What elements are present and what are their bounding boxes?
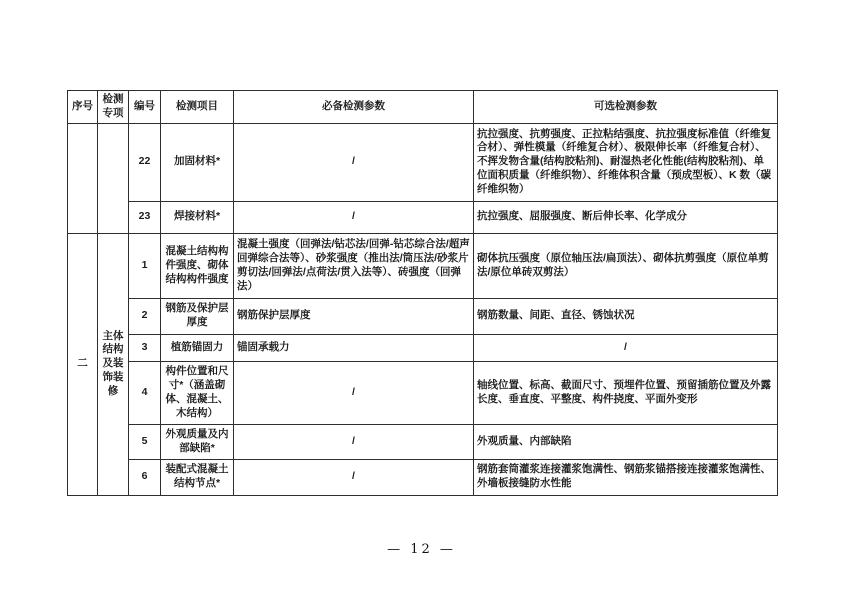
header-serial: 序号: [68, 91, 98, 124]
header-required-params: 必备检测参数: [234, 91, 474, 124]
inspection-parameters-table: [67, 90, 778, 496]
header-no: 编号: [129, 91, 161, 124]
header-item: 检测项目: [161, 91, 234, 124]
cell-serial: [68, 123, 98, 233]
cell-no: 4: [129, 361, 161, 424]
cell-required-params: /: [234, 459, 474, 495]
cell-no: 6: [129, 459, 161, 495]
cell-item: 构件位置和尺寸*（涵盖砌体、混凝土、木结构）: [161, 361, 234, 424]
cell-item: 植筋锚固力: [161, 334, 234, 361]
cell-item: 钢筋及保护层厚度: [161, 298, 234, 334]
cell-item: 加固材料*: [161, 123, 234, 201]
cell-item: 装配式混凝土结构节点*: [161, 459, 234, 495]
table-row: [68, 123, 778, 201]
table-row: [68, 424, 778, 459]
table-header-row: [68, 91, 778, 124]
table-row: [68, 233, 778, 298]
cell-required-params: /: [234, 424, 474, 459]
cell-required-params: /: [234, 201, 474, 233]
cell-item: 外观质量及内部缺陷*: [161, 424, 234, 459]
cell-required-params: 钢筋保护层厚度: [234, 298, 474, 334]
cell-optional-params: 砌体抗压强度（原位轴压法/扁顶法）、砌体抗剪强度（原位单剪法/原位单砖双剪法）: [474, 233, 778, 298]
cell-required-params: 混凝土强度（回弹法/钻芯法/回弹-钻芯综合法/超声回弹综合法等）、砂浆强度（推出法/筒压法/砂浆片剪切法/回弹法/点荷法/贯入法等）、砖强度（回弹法）: [234, 233, 474, 298]
cell-optional-params: 外观质量、内部缺陷: [474, 424, 778, 459]
cell-no: 23: [129, 201, 161, 233]
cell-optional-params: 轴线位置、标高、截面尺寸、预埋件位置、预留插筋位置及外露长度、垂直度、平整度、构件挠度、平面外变形: [474, 361, 778, 424]
cell-required-params: /: [234, 361, 474, 424]
cell-specialty: 主体结构及装饰装修: [98, 233, 129, 495]
cell-optional-params: /: [474, 334, 778, 361]
cell-no: 1: [129, 233, 161, 298]
cell-optional-params: 抗拉强度、抗剪强度、正拉粘结强度、抗拉强度标准值（纤维复合材）、弹性模量（纤维复合材）、极限伸长率（纤维复合材）、不挥发物含量(结构胶粘剂)、耐湿热老化性能(结构胶粘剂)、单位面积质量（纤维织物）、纤维体积含量（预成型板）、K 数（碳纤维织物）: [474, 123, 778, 201]
cell-required-params: 锚固承载力: [234, 334, 474, 361]
table-row: [68, 361, 778, 424]
table-row: [68, 201, 778, 233]
header-specialty: 检测专项: [98, 91, 129, 124]
cell-item: 焊接材料*: [161, 201, 234, 233]
cell-specialty: [98, 123, 129, 233]
cell-optional-params: 抗拉强度、屈服强度、断后伸长率、化学成分: [474, 201, 778, 233]
cell-no: 22: [129, 123, 161, 201]
cell-optional-params: 钢筋数量、间距、直径、锈蚀状况: [474, 298, 778, 334]
cell-no: 3: [129, 334, 161, 361]
table-row: [68, 459, 778, 495]
cell-serial: 二: [68, 233, 98, 495]
cell-optional-params: 钢筋套筒灌浆连接灌浆饱满性、钢筋浆锚搭接连接灌浆饱满性、外墙板接缝防水性能: [474, 459, 778, 495]
cell-item: 混凝土结构构件强度、砌体结构构件强度: [161, 233, 234, 298]
header-optional-params: 可选检测参数: [474, 91, 778, 124]
cell-required-params: /: [234, 123, 474, 201]
table-row: [68, 334, 778, 361]
table-row: [68, 298, 778, 334]
cell-no: 5: [129, 424, 161, 459]
cell-no: 2: [129, 298, 161, 334]
page-number: — 12 —: [387, 542, 456, 557]
